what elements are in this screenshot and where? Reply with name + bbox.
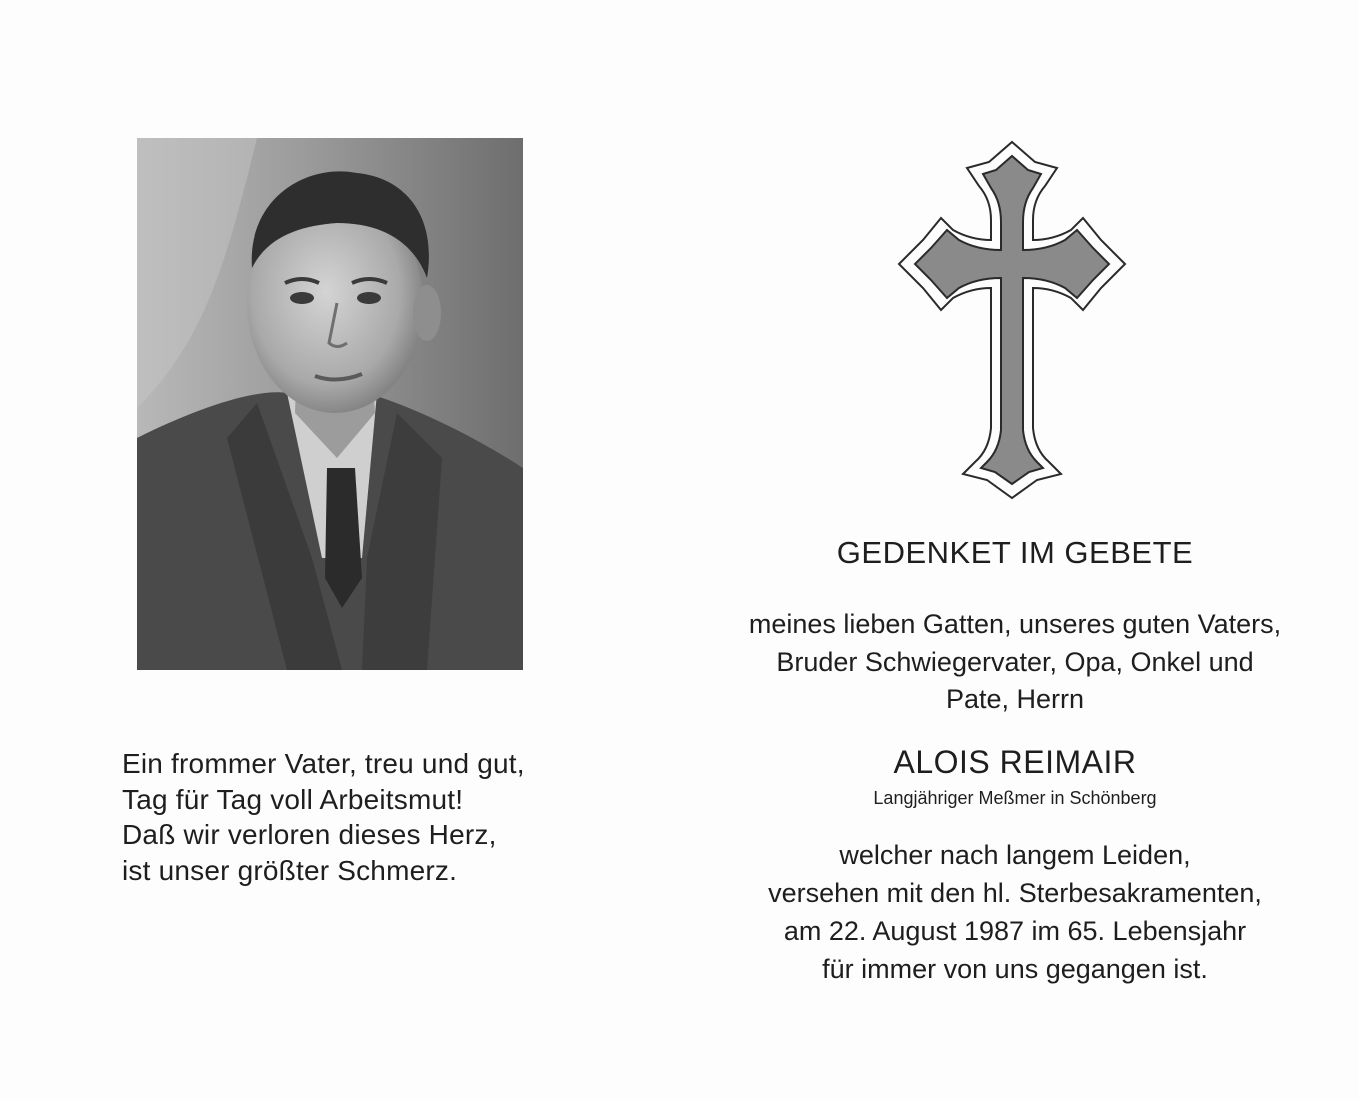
memorial-poem (122, 746, 592, 888)
intro-line: Pate, Herrn (945, 684, 1085, 714)
detail-line: am 22. August 1987 im 65. Lebensjahr (783, 916, 1247, 946)
deceased-subtitle: Langjähriger Meßmer in Schönberg (873, 788, 1157, 808)
intro-line: Bruder Schwiegervater, Opa, Onkel und (776, 646, 1254, 677)
detail-line: welcher nach langem Leiden, (839, 840, 1191, 870)
death-details (700, 836, 1330, 988)
portrait-photo (137, 138, 523, 670)
poem-line: Tag für Tag voll Arbeitsmut! (122, 783, 464, 815)
intro-line: meines lieben Gatten, unseres guten Vaters, (748, 609, 1282, 639)
detail-line: für immer von uns gegangen ist. (822, 954, 1208, 984)
memorial-heading: GEDENKET IM GEBETE (836, 535, 1194, 570)
poem-line: Daß wir verloren dieses Herz, (122, 819, 497, 850)
intro-text (700, 606, 1330, 719)
poem-line: Ein frommer Vater, treu und gut, (122, 748, 525, 779)
deceased-name: ALOIS REIMAIR (893, 744, 1137, 780)
detail-line: versehen mit den hl. Sterbesakramenten, (768, 878, 1262, 908)
cross-icon (895, 138, 1129, 500)
poem-line: ist unser größter Schmerz. (122, 854, 458, 886)
